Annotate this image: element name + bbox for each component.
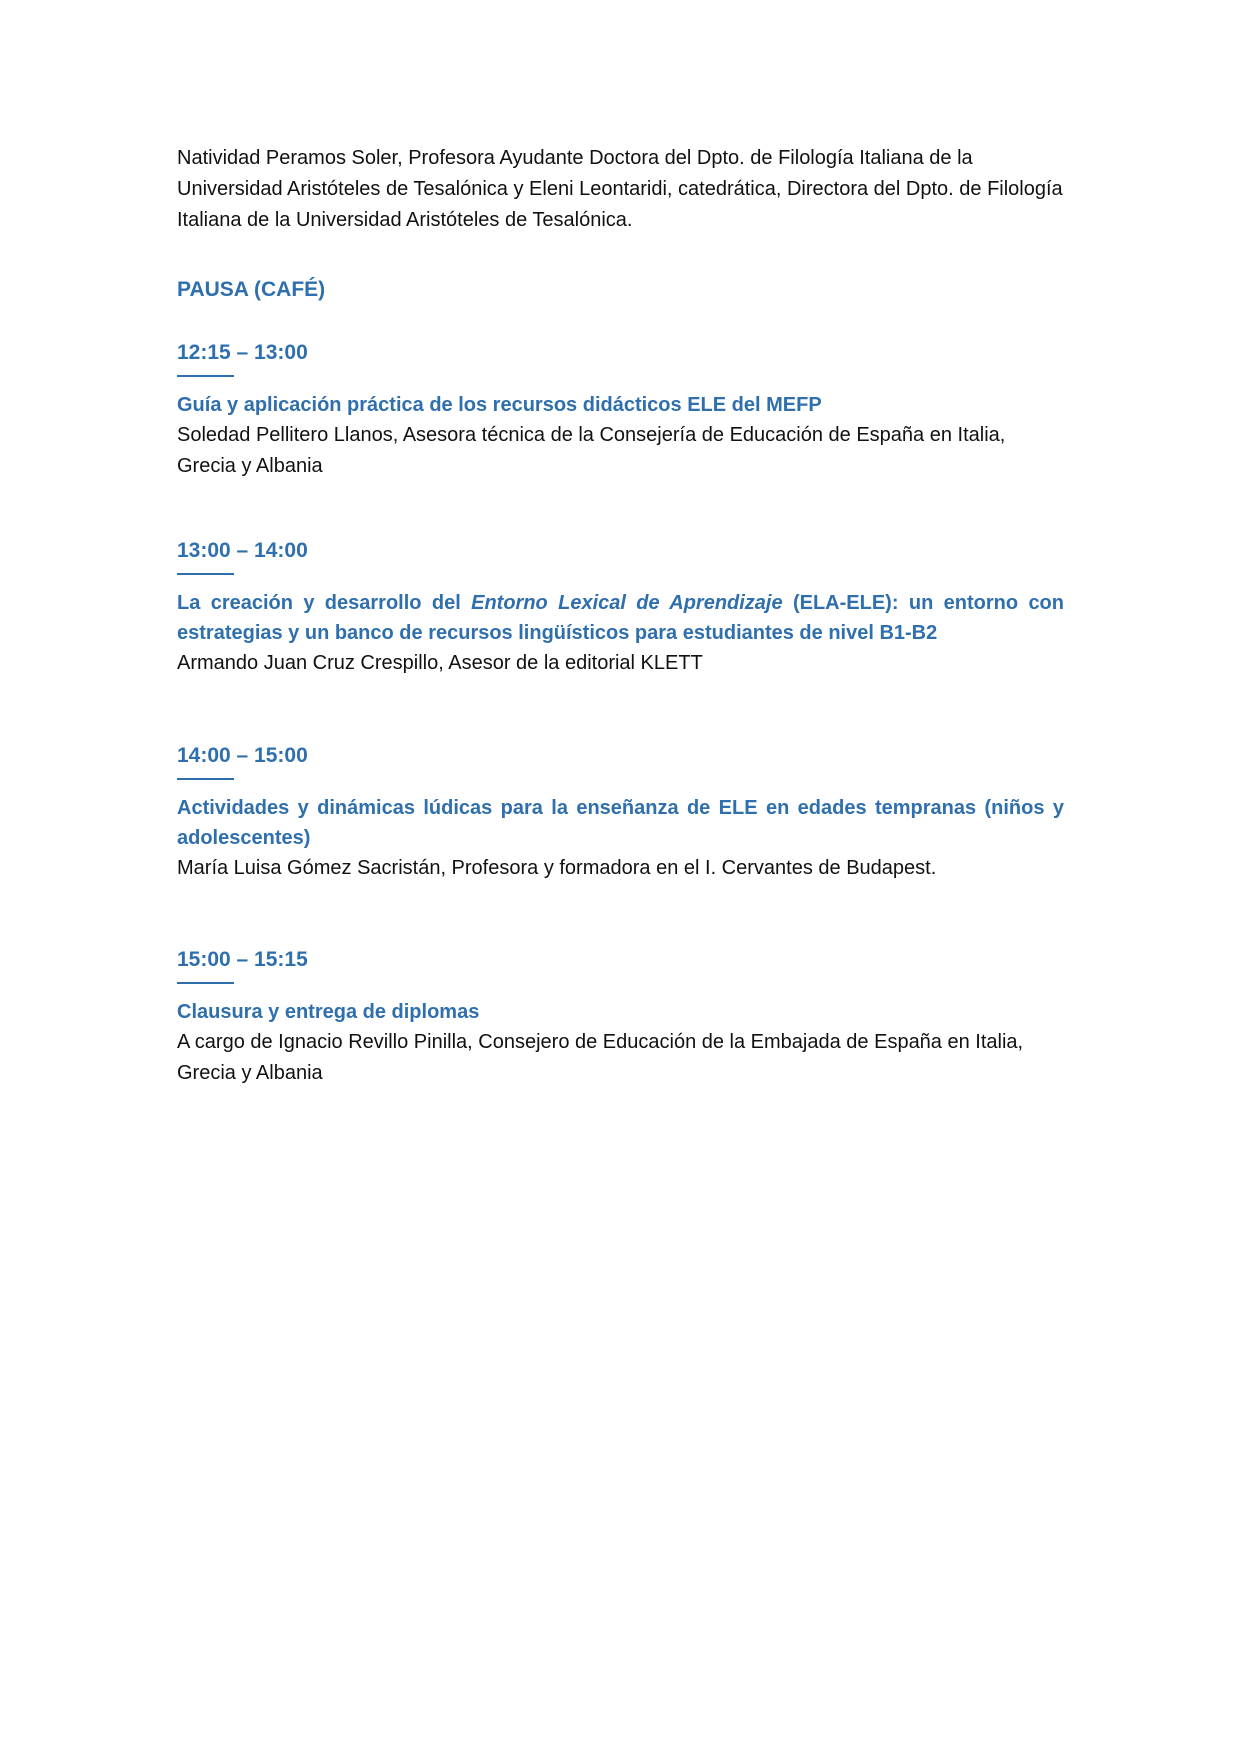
session-title-italic: Entorno Lexical de Aprendizaje xyxy=(471,592,783,614)
session-title: Actividades y dinámicas lúdicas para la enseñanza de ELE en edades tempranas (niños y adolescentes) xyxy=(177,797,1064,849)
session-title xyxy=(177,588,1064,648)
session-time: 12:15 – 13:00 xyxy=(177,341,308,364)
session-speaker: Armando Juan Cruz Crespillo, Asesor de la editorial KLETT xyxy=(177,652,703,674)
session-title-part: La creación y desarrollo del xyxy=(177,592,472,614)
time-underline xyxy=(177,982,234,984)
session-title-part: (ELA-ELE): un entorno con estrategias y un banco de recursos lingüísticos para estudiantes de nivel B1-B2 xyxy=(177,592,1064,644)
session-speaker: María Luisa Gómez Sacristán, Profesora y formadora en el I. Cervantes de Budapest. xyxy=(177,857,937,879)
session-title: Guía y aplicación práctica de los recursos didácticos ELE del MEFP xyxy=(177,394,822,416)
pause-label: PAUSA (CAFÉ) xyxy=(177,278,326,301)
session-time: 13:00 – 14:00 xyxy=(177,539,308,562)
intro-paragraph: Natividad Peramos Soler, Profesora Ayudante Doctora del Dpto. de Filología Italiana de la Universidad Aristóteles de Tesalónica y Eleni Leontaridi, catedrática, Directora del Dpto. de Filología Italiana de la Universidad Aristóteles de Tesalónica. xyxy=(177,147,1063,231)
session-title: Clausura y entrega de diplomas xyxy=(177,1001,480,1023)
session-time: 14:00 – 15:00 xyxy=(177,744,308,767)
session-block xyxy=(177,946,1064,1089)
session-time: 15:00 – 15:15 xyxy=(177,948,308,971)
time-underline xyxy=(177,778,234,780)
time-underline xyxy=(177,573,234,575)
document-page xyxy=(177,143,1064,1084)
session-block xyxy=(177,537,1064,679)
session-block xyxy=(177,339,1064,482)
session-block xyxy=(177,742,1064,884)
session-speaker: A cargo de Ignacio Revillo Pinilla, Consejero de Educación de la Embajada de España en Italia, Grecia y Albania xyxy=(177,1031,1024,1084)
time-underline xyxy=(177,375,234,377)
session-speaker: Soledad Pellitero Llanos, Asesora técnica de la Consejería de Educación de España en Italia, Grecia y Albania xyxy=(177,424,1006,477)
